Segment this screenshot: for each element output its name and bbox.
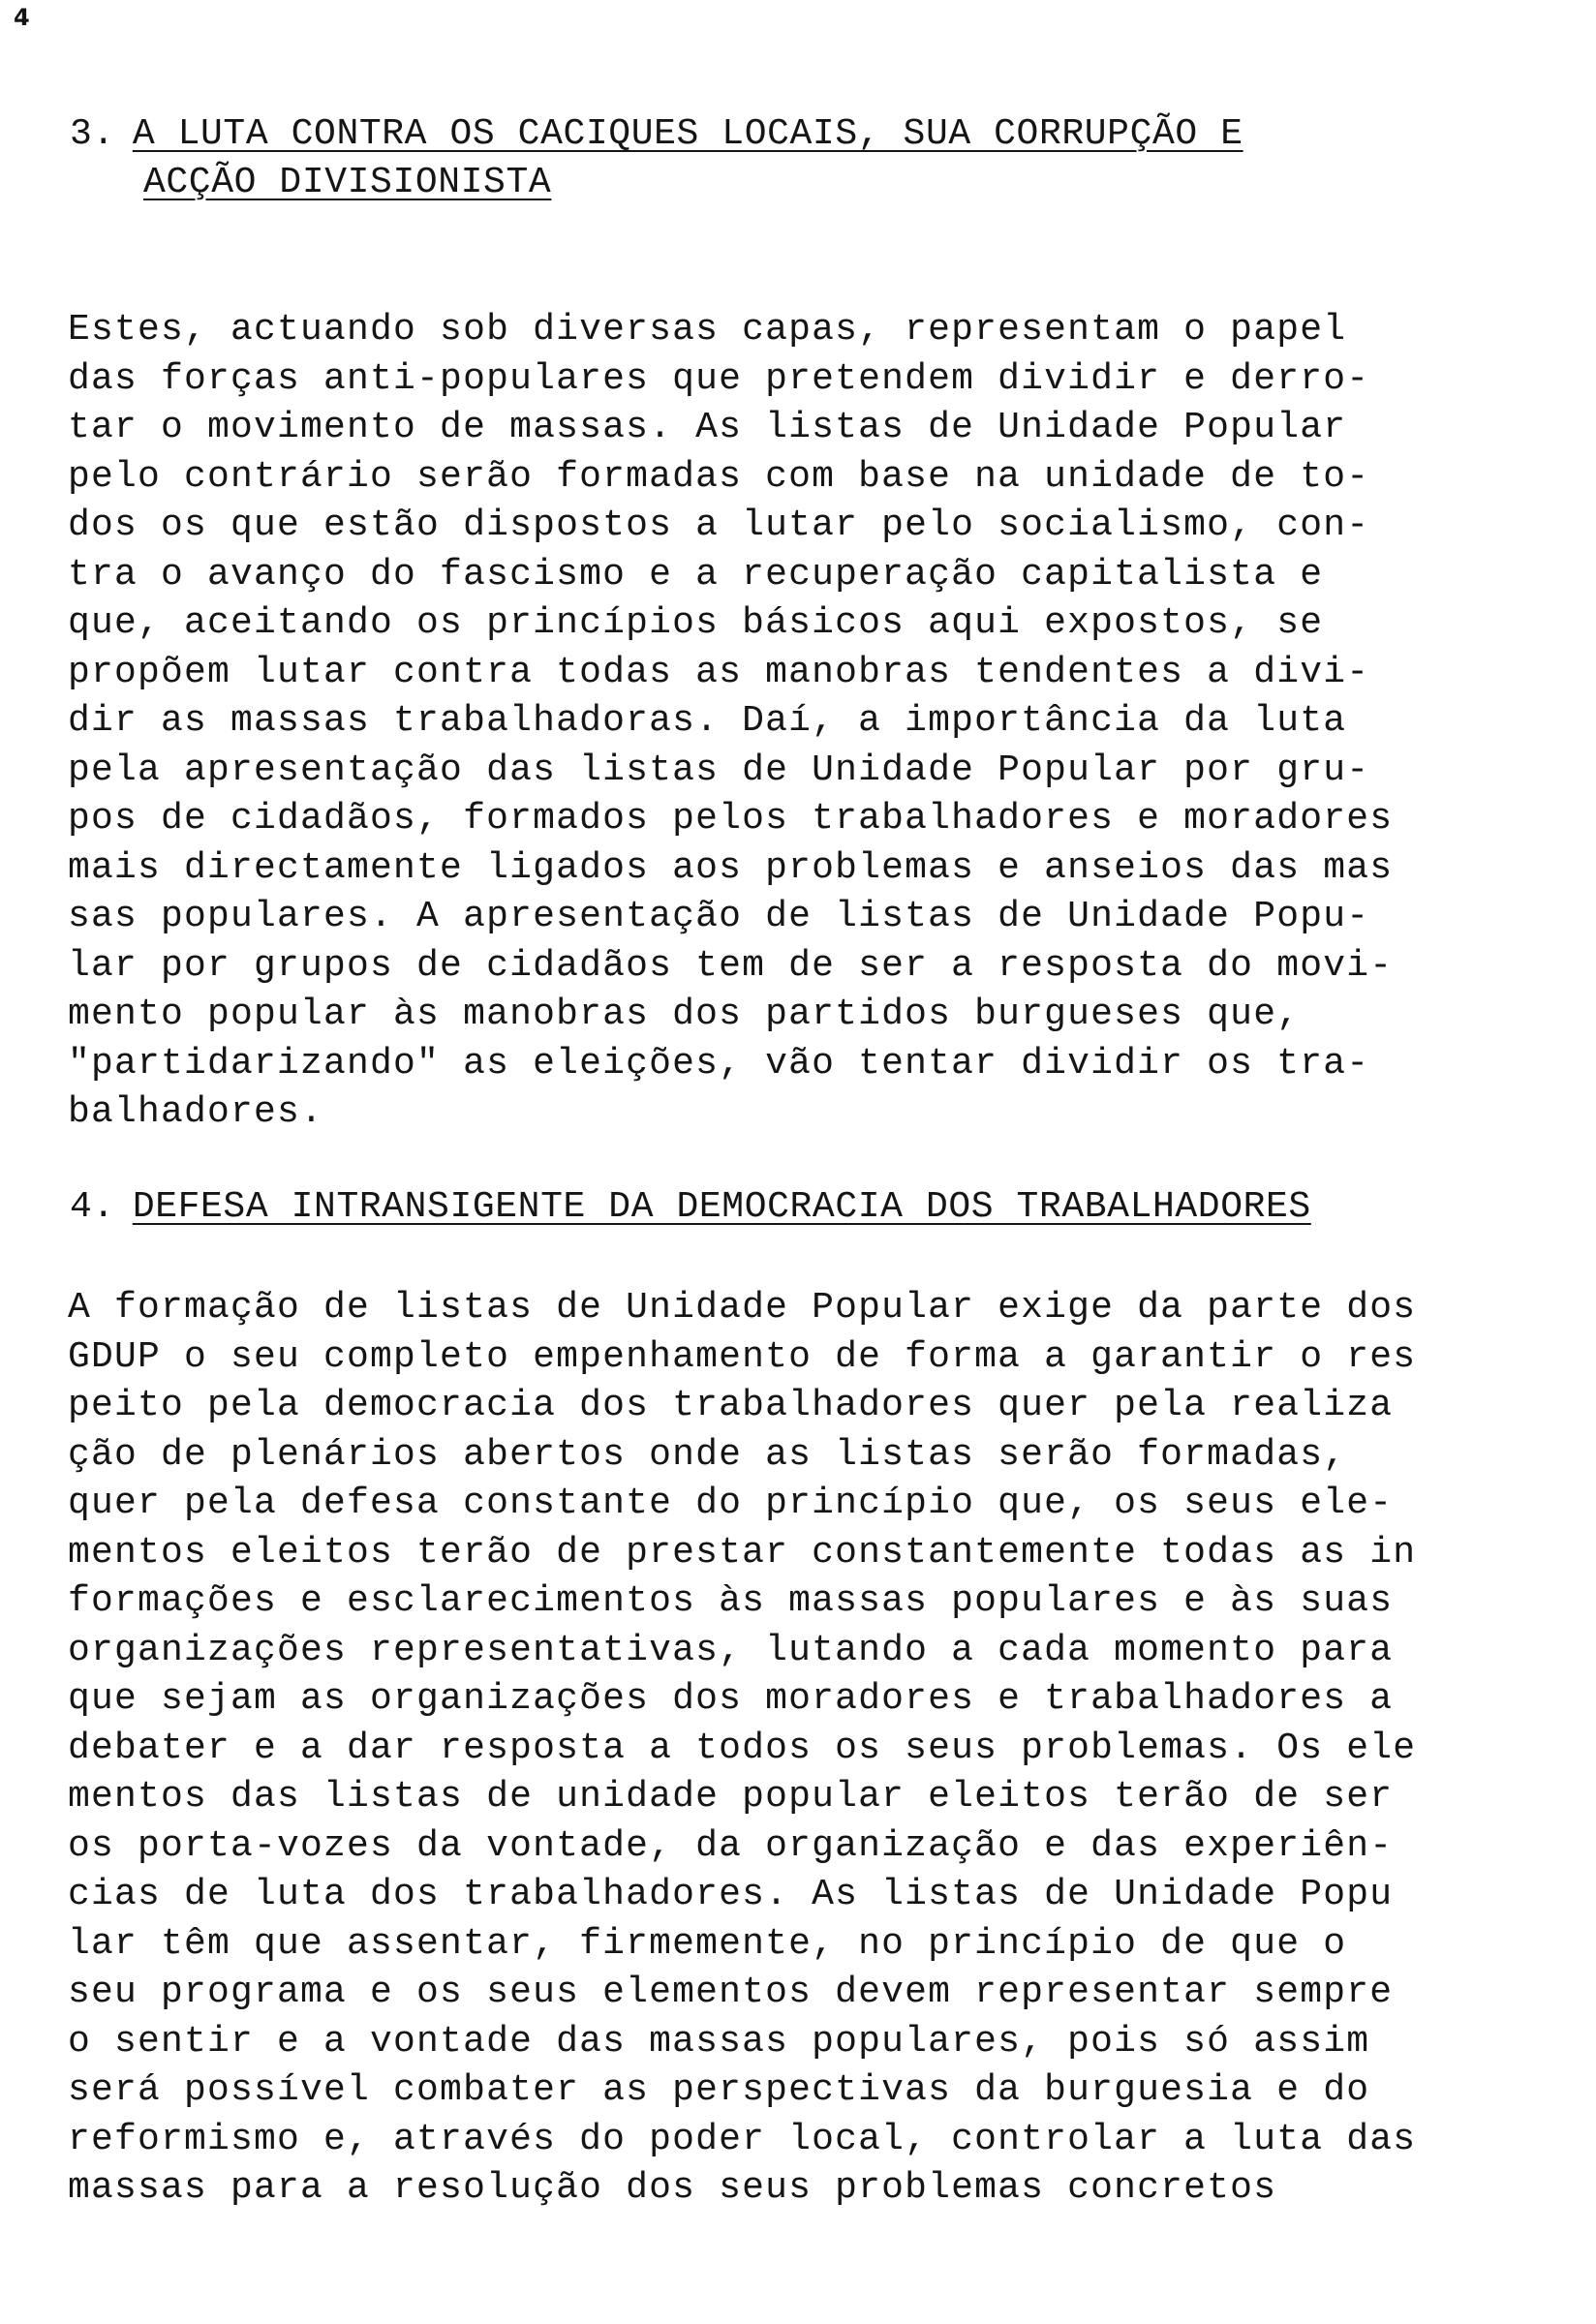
- text-line: mentos eleitos terão de prestar constantemente todas as in: [68, 1531, 1417, 1574]
- text-line: debater e a dar resposta a todos os seus problemas. Os ele: [68, 1727, 1417, 1769]
- text-line: Estes, actuando sob diversas capas, representam o papel: [68, 309, 1347, 351]
- text-line: seu programa e os seus elementos devem representar sempre: [68, 1972, 1394, 2013]
- text-line: quer pela defesa constante do princípio que, os seus ele-: [68, 1483, 1394, 1524]
- text-line: que, aceitando os princípios básicos aqui expostos, se: [68, 602, 1324, 644]
- text-line: pela apresentação das listas de Unidade Popular por gru-: [68, 749, 1370, 791]
- page-number: 4: [14, 4, 30, 31]
- section-4-number: 4.: [70, 1186, 115, 1228]
- section-4-heading: [70, 1183, 1311, 1232]
- text-line: tra o avanço do fascismo e a recuperação capitalista e: [68, 553, 1324, 596]
- text-line: mento popular às manobras dos partidos burgueses que,: [68, 994, 1301, 1035]
- section-4-title: DEFESA INTRANSIGENTE DA DEMOCRACIA DOS TRABALHADORES: [132, 1186, 1311, 1228]
- text-line: pelo contrário serão formadas com base na unidade de to-: [68, 455, 1370, 498]
- text-line: dos os que estão dispostos a lutar pelo socialismo, con-: [68, 505, 1370, 546]
- text-line: das forças anti-populares que pretendem dividir e derro-: [68, 357, 1370, 400]
- section-3-number: 3.: [70, 113, 115, 155]
- text-line: tar o movimento de massas. As listas de Unidade Popular: [68, 407, 1347, 448]
- text-line: dir as massas trabalhadoras. Daí, a importância da luta: [68, 700, 1347, 742]
- text-line: A formação de listas de Unidade Popular exige da parte dos: [68, 1287, 1417, 1329]
- text-line: cias de luta dos trabalhadores. As listas de Unidade Popu: [68, 1874, 1394, 1915]
- text-line: massas para a resolução dos seus problemas concretos: [68, 2167, 1277, 2209]
- text-line: os porta-vozes da vontade, da organização e das experiên-: [68, 1824, 1394, 1867]
- section-3-title-line2-text: ACÇÃO DIVISIONISTA: [143, 162, 552, 203]
- text-line: ção de plenários abertos onde as listas serão formadas,: [68, 1433, 1347, 1476]
- text-line: lar têm que assentar, firmemente, no princípio de que o: [68, 1922, 1347, 1965]
- section-3-paragraph: [68, 306, 1550, 1138]
- text-line: pos de cidadãos, formados pelos trabalhadores e moradores: [68, 798, 1394, 840]
- section-3-title-line2: [70, 159, 1243, 207]
- section-4-paragraph: [68, 1284, 1550, 2214]
- text-line: lar por grupos de cidadãos tem de ser a resposta do movi-: [68, 944, 1394, 987]
- text-line: "partidarizando" as eleições, vão tentar dividir os tra-: [68, 1042, 1370, 1085]
- text-line: propõem lutar contra todas as manobras tendentes a divi-: [68, 651, 1370, 693]
- text-line: mentos das listas de unidade popular eleitos terão de ser: [68, 1776, 1394, 1818]
- section-3-title-line1: A LUTA CONTRA OS CACIQUES LOCAIS, SUA CORRUPÇÃO E: [132, 113, 1243, 155]
- text-line: formações e esclarecimentos às massas populares e às suas: [68, 1580, 1394, 1622]
- text-line: que sejam as organizações dos moradores e trabalhadores a: [68, 1678, 1394, 1720]
- text-line: será possível combater as perspectivas da burguesia e do: [68, 2069, 1370, 2111]
- text-line: reformismo e, através do poder local, controlar a luta das: [68, 2118, 1417, 2160]
- text-line: mais directamente ligados aos problemas e anseios das mas: [68, 846, 1394, 889]
- text-line: balhadores.: [68, 1091, 324, 1133]
- text-line: GDUP o seu completo empenhamento de forma a garantir o res: [68, 1335, 1417, 1378]
- text-line: organizações representativas, lutando a cada momento para: [68, 1629, 1394, 1671]
- section-3-heading: [70, 110, 1243, 207]
- text-line: sas populares. A apresentação de listas de Unidade Popu-: [68, 896, 1370, 937]
- text-line: peito pela democracia dos trabalhadores quer pela realiza: [68, 1385, 1394, 1426]
- text-line: o sentir e a vontade das massas populares, pois só assim: [68, 2020, 1370, 2063]
